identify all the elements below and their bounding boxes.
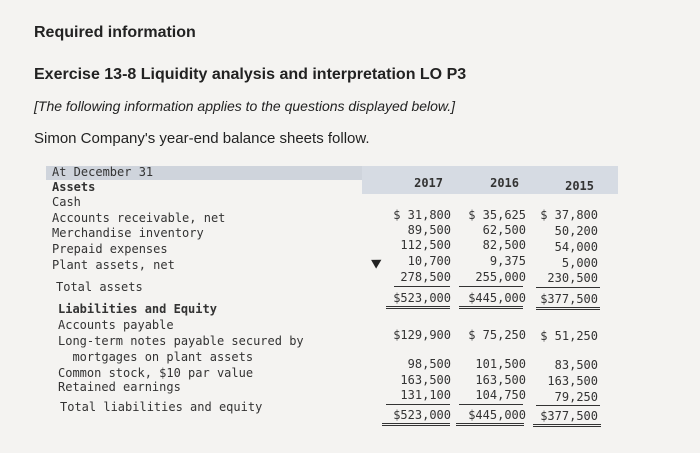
cell: $445,000 bbox=[468, 408, 526, 422]
required-info-heading: Required information bbox=[34, 24, 196, 41]
row-label: Merchandise inventory bbox=[52, 226, 204, 240]
underline bbox=[386, 404, 450, 405]
cell: 10,700 bbox=[407, 254, 451, 268]
total-assets-label: Total assets bbox=[56, 280, 143, 294]
cell: 112,500 bbox=[400, 238, 451, 252]
cell: 104,750 bbox=[475, 388, 526, 402]
year-2015: 2015 bbox=[565, 179, 594, 193]
year-2017: 2017 bbox=[414, 176, 443, 190]
double-underline bbox=[533, 424, 601, 427]
exercise-title: Exercise 13-8 Liquidity analysis and interpretation LO P3 bbox=[34, 66, 467, 83]
cell: $ 37,800 bbox=[540, 208, 598, 222]
cell: 83,500 bbox=[554, 358, 598, 372]
row-label: mortgages on plant assets bbox=[58, 350, 254, 364]
cell: 79,250 bbox=[554, 390, 598, 404]
double-underline bbox=[459, 306, 523, 309]
cell: 62,500 bbox=[482, 223, 526, 237]
row-label: Plant assets, net bbox=[52, 258, 175, 272]
row-label: Accounts receivable, net bbox=[52, 211, 226, 225]
cell: 131,100 bbox=[400, 388, 451, 402]
cell: 9,375 bbox=[489, 254, 526, 268]
balance-sheet-table bbox=[46, 160, 616, 442]
header-label: At December 31 bbox=[52, 165, 154, 179]
underline bbox=[459, 286, 523, 287]
cell: 54,000 bbox=[554, 240, 598, 254]
row-label: Accounts payable bbox=[58, 318, 174, 332]
info-note: [The following information applies to the questions displayed below.] bbox=[34, 98, 456, 114]
underline bbox=[536, 405, 600, 406]
assets-heading: Assets bbox=[52, 180, 96, 194]
cell: $ 35,625 bbox=[468, 208, 526, 222]
row-label: Common stock, $10 par value bbox=[58, 366, 254, 380]
cell: $523,000 bbox=[393, 291, 451, 305]
cell: $129,900 bbox=[393, 328, 451, 342]
double-underline bbox=[456, 423, 524, 426]
cell: 89,500 bbox=[407, 223, 451, 237]
double-underline bbox=[382, 423, 450, 426]
cell: 101,500 bbox=[475, 357, 526, 371]
cell: $377,500 bbox=[540, 292, 598, 306]
cell: 255,000 bbox=[475, 270, 526, 284]
cell: 5,000 bbox=[561, 256, 598, 270]
cell: $445,000 bbox=[468, 291, 526, 305]
cell: 98,500 bbox=[407, 357, 451, 371]
intro-text: Simon Company's year-end balance sheets follow. bbox=[34, 130, 370, 147]
cell: $377,500 bbox=[540, 409, 598, 423]
double-underline bbox=[386, 306, 450, 309]
cell: 50,200 bbox=[554, 224, 598, 238]
total-liabilities-label: Total liabilities and equity bbox=[60, 400, 263, 414]
year-2016: 2016 bbox=[490, 176, 519, 190]
cell: $ 51,250 bbox=[540, 329, 598, 343]
cell: 230,500 bbox=[547, 271, 598, 285]
double-underline bbox=[536, 307, 600, 310]
row-label: Cash bbox=[52, 195, 81, 209]
underline bbox=[394, 286, 450, 287]
cell: 163,500 bbox=[400, 373, 451, 387]
cell: 82,500 bbox=[482, 238, 526, 252]
cell: 278,500 bbox=[400, 270, 451, 284]
row-label: Long-term notes payable secured by bbox=[58, 334, 304, 348]
cell: $ 75,250 bbox=[468, 328, 526, 342]
cell: $523,000 bbox=[393, 408, 451, 422]
row-label: Retained earnings bbox=[58, 380, 181, 394]
cell: 163,500 bbox=[475, 373, 526, 387]
cell: $ 31,800 bbox=[393, 208, 451, 222]
row-label: Prepaid expenses bbox=[52, 242, 168, 256]
liabilities-heading: Liabilities and Equity bbox=[58, 302, 217, 316]
cell: 163,500 bbox=[547, 374, 598, 388]
underline bbox=[459, 404, 523, 405]
underline bbox=[536, 287, 600, 288]
